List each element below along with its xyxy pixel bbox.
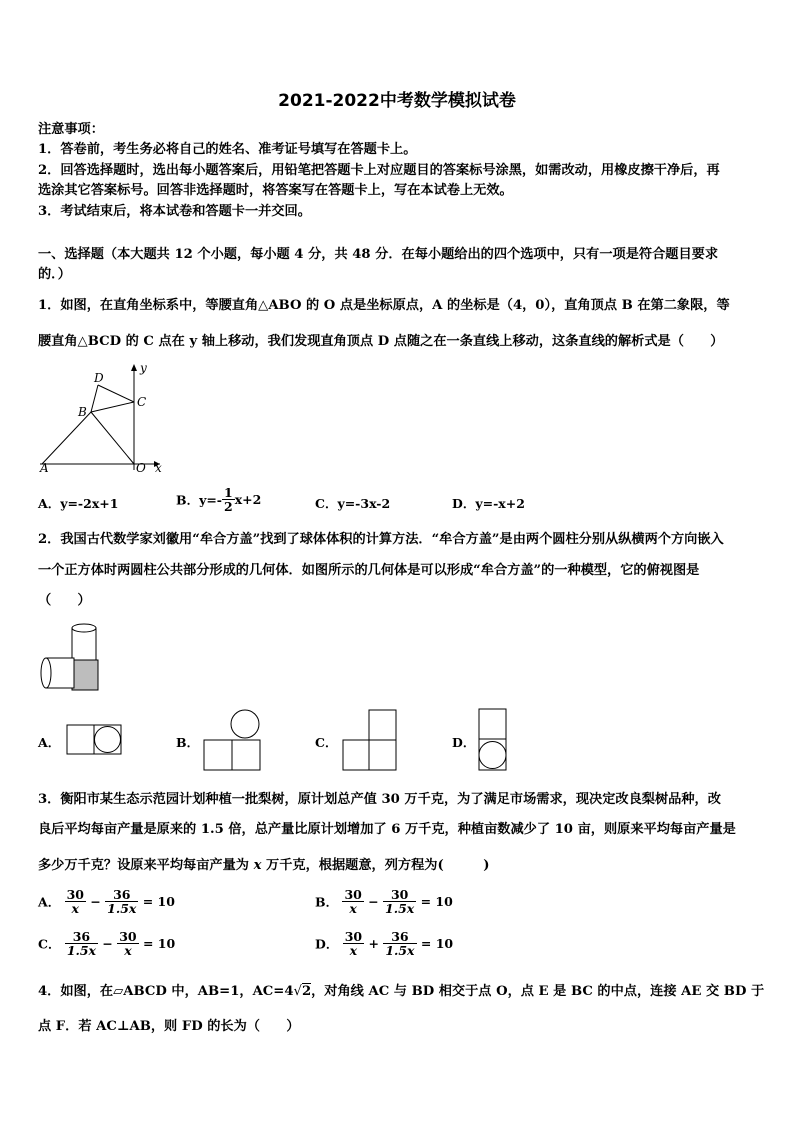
q3-variable-x: x <box>253 858 262 873</box>
q2-option-d[interactable]: D． <box>452 735 476 750</box>
q3-text-line2: 良后平均每亩产量是原来的 1.5 倍，总产量比原计划增加了 6 万千克，种植亩数减少了 10 亩，则原来平均每亩产量是 <box>38 822 736 837</box>
notice-heading: 注意事项： <box>38 122 104 137</box>
label-o: O <box>136 461 146 472</box>
segment-bo <box>91 412 134 464</box>
vertical-cylinder-top <box>72 624 96 632</box>
q1-option-b-prefix: B．y=- <box>176 492 222 508</box>
sqrt-radicand: 2 <box>301 984 312 999</box>
q1-option-a[interactable]: A．y=-2x+1 <box>38 496 119 511</box>
label-d: D <box>94 371 104 385</box>
q1-text-line1: 1．如图，在直角坐标系中，等腰直角△ABO 的 O 点是坐标原点，A 的坐标是（4，0），直角顶点 B 在第二象限，等 <box>38 298 730 313</box>
horizontal-cylinder-end <box>41 658 51 688</box>
q2-option-d-figure <box>478 708 508 772</box>
label-x: x <box>155 461 162 472</box>
notice-item-1: 1．答卷前，考生务必将自己的姓名、准考证号填写在答题卡上。 <box>38 142 417 157</box>
q3-option-c[interactable]: C． $\frac{36}{1.5x}$ − $\frac{30}{x}$ = 10 <box>38 929 176 958</box>
q1-option-d[interactable]: D．y=-x+2 <box>452 496 525 511</box>
q2-option-c-figure <box>342 708 398 772</box>
q2-option-b-figure <box>203 708 261 772</box>
cube-face <box>72 660 98 690</box>
segment-ab <box>42 412 91 464</box>
q3-option-a[interactable]: A． $\frac{30}{x}$ − $\frac{36}{1.5x}$ = 10 <box>38 887 175 916</box>
q3-option-d[interactable]: D． $\frac{30}{x}$ + $\frac{36}{1.5x}$ = 10 <box>315 929 454 958</box>
q1-option-b-fraction: $\frac{1}{2}$ <box>224 485 233 514</box>
y-axis-arrow <box>131 364 137 371</box>
label-y: y <box>140 361 147 375</box>
page-title: 2021-2022中考数学模拟试卷 <box>278 91 516 111</box>
notice-item-3: 3．考试结束后，将本试卷和答题卡一并交回。 <box>38 204 311 219</box>
q3-text-line1: 3．衡阳市某生态示范园计划种植一批梨树，原计划总产值 30 万千克，为了满足市场需求，现决定改良梨树品种，改 <box>38 792 721 807</box>
sqrt-symbol: √ <box>293 984 302 999</box>
q1-figure <box>36 360 166 472</box>
notice-item-2: 2．回答选择题时，选出每小题答案后，用铅笔把答题卡上对应题目的答案标号涂黑，如需改动，用橡皮擦干净后，再 <box>38 163 720 178</box>
q2-text-line2: 一个正方体时两圆柱公共部分形成的几何体．如图所示的几何体是可以形成“牟合方盖”的一种模型，它的俯视图是 <box>38 563 700 578</box>
vertical-cylinder-body <box>72 628 96 660</box>
section-heading: 一、选择题（本大题共 12 个小题，每小题 4 分，共 48 分．在每小题给出的四个选项中，只有一项是符合题目要求 <box>38 247 719 262</box>
q1-option-b-suffix: x+2 <box>234 492 262 507</box>
q3-text-line3: 多少万千克？设原来平均每亩产量为 x 万千克，根据题意，列方程为( ) <box>38 858 490 873</box>
q1-option-c[interactable]: C．y=-3x-2 <box>315 496 391 511</box>
q2-text-line1: 2．我国古代数学家刘徽用“牟合方盖”找到了球体体积的计算方法．“牟合方盖”是由两个圆柱分别从纵横两个方向嵌入 <box>38 532 724 547</box>
label-c: C <box>137 395 147 409</box>
q2-option-a[interactable]: A． <box>38 735 61 750</box>
q2-option-c[interactable]: C． <box>315 735 338 750</box>
q2-option-b[interactable]: B． <box>176 735 200 750</box>
q3-option-b[interactable]: B． $\frac{30}{x}$ − $\frac{30}{1.5x}$ = 10 <box>315 887 453 916</box>
q1-option-b[interactable] <box>176 486 261 513</box>
q4-text-line2: 点 F．若 AC⊥AB，则 FD 的长为（ ） <box>38 1019 300 1034</box>
segment-bc <box>91 402 134 412</box>
q1-text-line2: 腰直角△BCD 的 C 点在 y 轴上移动，我们发现直角顶点 D 点随之在一条直线上移动，这条直线的解析式是（ ） <box>38 334 724 349</box>
segment-dc <box>98 385 134 402</box>
section-heading-cont: 的．） <box>38 267 71 282</box>
q2-model-figure <box>40 622 106 694</box>
label-b: B <box>78 405 87 419</box>
q2-text-line3: （ ） <box>38 593 91 608</box>
segment-bd <box>91 385 98 412</box>
notice-item-2-cont: 选涂其它答案标号。回答非选择题时，将答案写在答题卡上，写在本试卷上无效。 <box>38 183 513 198</box>
q2-option-a-figure <box>66 724 122 756</box>
q4-text-line1: 4．如图，在▱ABCD 中，AB=1，AC=4√2，对角线 AC 与 BD 相交于点 O，点 E 是 BC 的中点，连接 AE 交 BD 于 <box>38 984 765 999</box>
label-a: A <box>40 461 49 472</box>
